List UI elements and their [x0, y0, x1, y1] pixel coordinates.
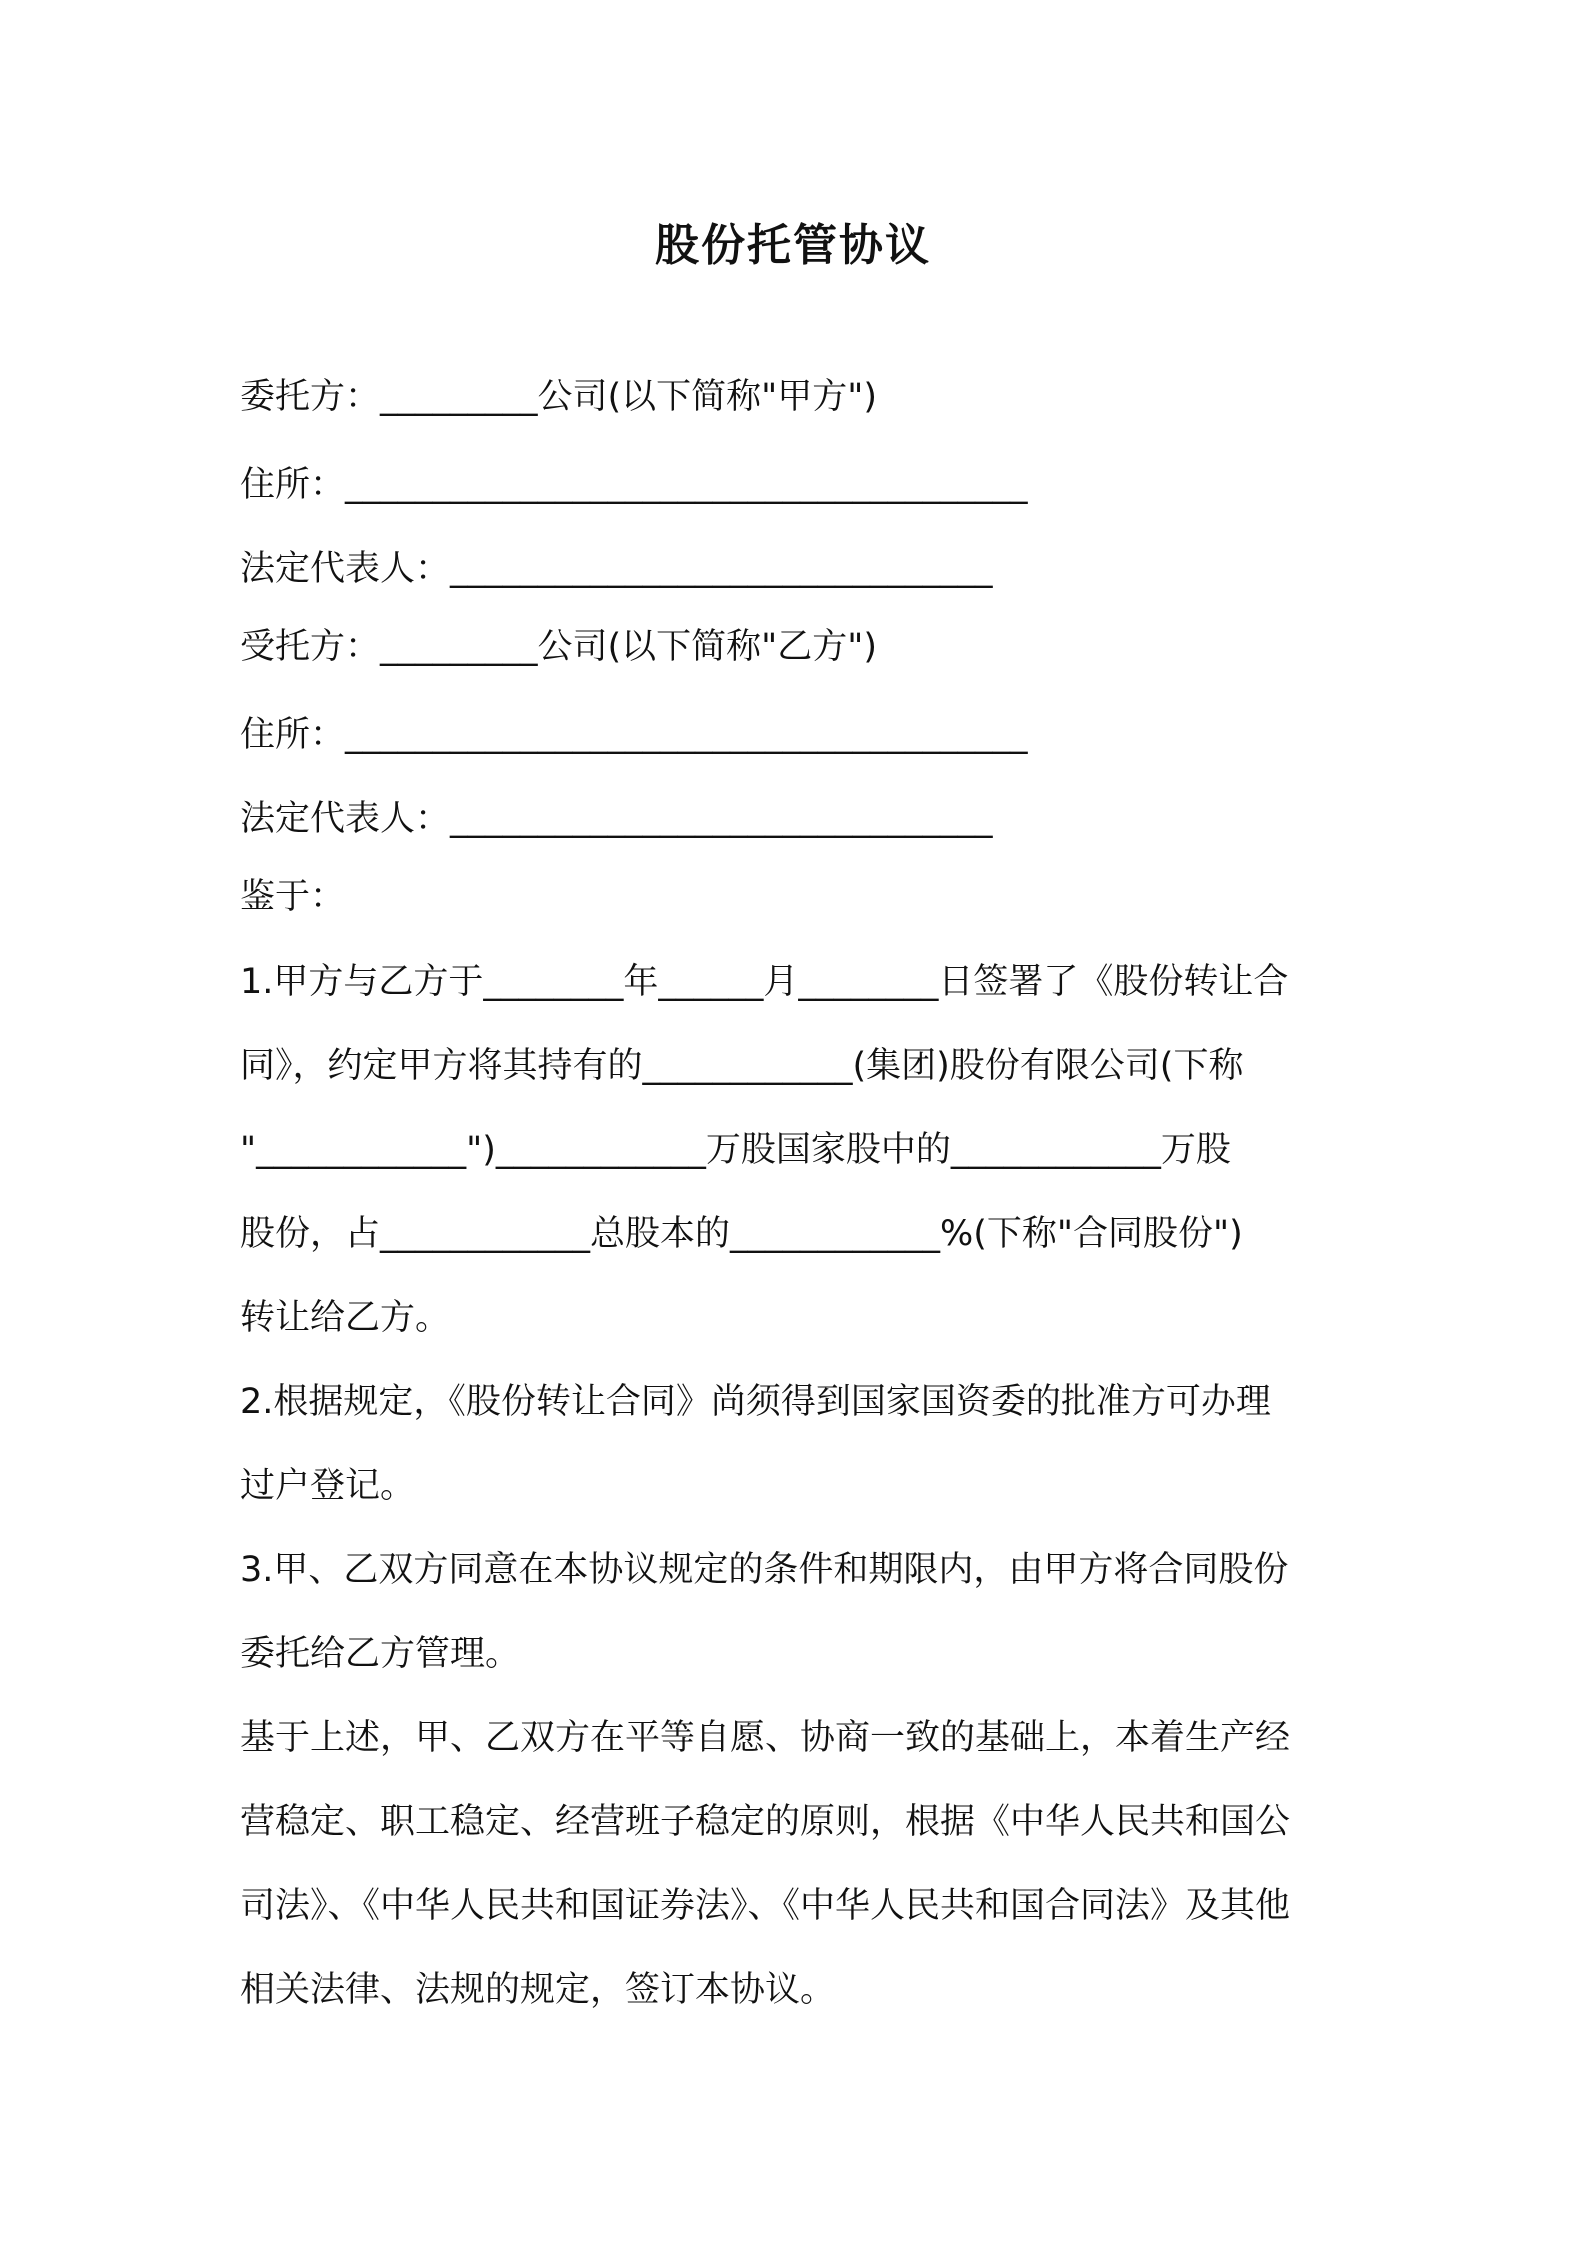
document-title: 股份托管协议	[655, 220, 931, 271]
trustee-party-line: 受托方：_________公司(以下简称"乙方")	[240, 627, 878, 667]
recital-paragraph-1: 1.甲方与乙方于________年______月________日签署了《股份转让合 同》，约定甲方将其持有的____________(集团)股份有限公司(下称 "____________")____________万股国家股中的____________万股 股份，占____________总股本的____________%(下称"合同股份") 转让给乙方。	[240, 962, 1289, 1338]
conclusion-paragraph: 基于上述，甲、乙双方在平等自愿、协商一致的基础上，本着生产经 营稳定、职工稳定、经营班子稳定的原则，根据《中华人民共和国公 司法》、《中华人民共和国证券法》、《中华人民共和国合同法》及其他 相关法律、法规的规定，签订本协议。	[240, 1718, 1291, 2010]
whereas-heading: 鉴于：	[240, 877, 346, 917]
principal-legal-rep-line: 法定代表人：_______________________________	[240, 549, 993, 589]
trustee-legal-rep-line: 法定代表人：_______________________________	[240, 799, 993, 839]
principal-party-line: 委托方：_________公司(以下简称"甲方")	[240, 377, 878, 417]
recital-paragraph-2: 2.根据规定，《股份转让合同》尚须得到国家国资委的批准方可办理 过户登记。	[240, 1382, 1271, 1506]
recital-paragraph-3: 3.甲、乙双方同意在本协议规定的条件和期限内，由甲方将合同股份 委托给乙方管理。	[240, 1550, 1289, 1674]
trustee-address-line: 住所：_______________________________________	[240, 715, 1028, 755]
principal-address-line: 住所：_______________________________________	[240, 465, 1028, 505]
